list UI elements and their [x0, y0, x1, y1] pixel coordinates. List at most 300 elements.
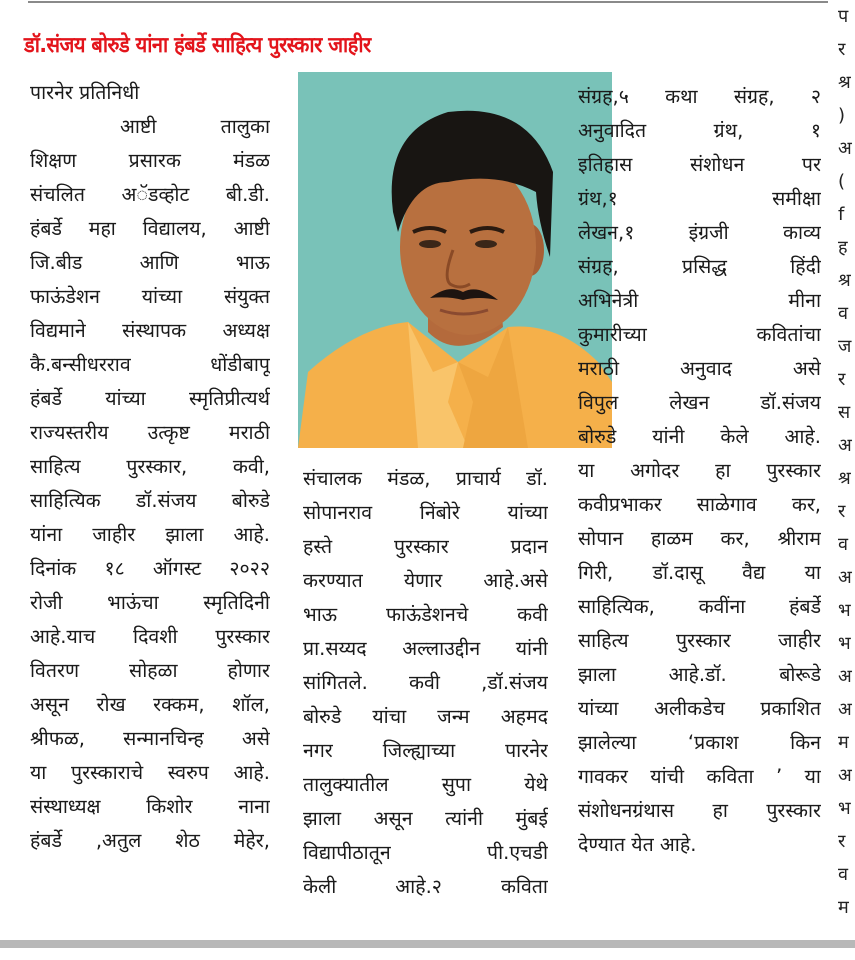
column-line [30, 552, 270, 586]
word: मराठी [578, 357, 620, 380]
word: यांच्या [141, 285, 183, 308]
word: तालुक्यातील [303, 773, 389, 796]
fragment-char: भ [838, 798, 851, 819]
word: प्राचार्य [455, 467, 501, 490]
word: पुरस्कार [766, 799, 821, 822]
fragment-char: श्र [838, 468, 851, 489]
word: झाला [303, 807, 342, 830]
word: कवी, [232, 455, 270, 478]
word: असे [792, 357, 821, 380]
word: असून [373, 807, 413, 830]
word: आहे. [233, 523, 270, 546]
justified-line [30, 688, 270, 722]
justified-line [30, 450, 270, 484]
word: भाऊंचा [107, 591, 159, 614]
column-line [578, 114, 821, 148]
column-line [578, 250, 821, 284]
justified-line [578, 726, 821, 760]
word: शेठ [175, 829, 200, 852]
justified-line [303, 768, 548, 802]
word: या [30, 761, 47, 784]
column-line [578, 624, 821, 658]
column-line [578, 420, 821, 454]
word: यांच्या [578, 697, 619, 720]
word: दिनांक [30, 557, 77, 580]
word: कविता [500, 875, 548, 898]
justified-line [30, 552, 270, 586]
justified-line [578, 148, 821, 182]
word: संस्थापक [122, 319, 187, 342]
column-line [30, 756, 270, 790]
word: प्रदान [510, 535, 548, 558]
word: येणार [403, 569, 443, 592]
justified-line [30, 212, 270, 246]
word: अनुवाद [680, 357, 732, 380]
word: वितरण [30, 659, 80, 682]
word: रक्कम, [153, 693, 205, 716]
word: आहे. [233, 761, 270, 784]
word: मराठी [228, 421, 270, 444]
justified-line [578, 692, 821, 726]
word: अॅडव्होट [121, 183, 190, 206]
justified-line [30, 178, 270, 212]
word: महा [88, 217, 116, 240]
word: बोरुडे [578, 425, 617, 448]
word: कविता [706, 765, 754, 788]
word: डॉ.संजय [135, 489, 197, 512]
justified-line [578, 794, 821, 828]
justified-line [578, 658, 821, 692]
justified-line [578, 284, 821, 318]
justified-line [30, 824, 270, 858]
column-line [578, 726, 821, 760]
word: १८ [104, 557, 125, 580]
justified-line [303, 836, 548, 870]
justified-line [578, 488, 821, 522]
word: या [804, 765, 821, 788]
word: पी.एचडी [487, 841, 548, 864]
word: संशोधनग्रंथास [578, 799, 674, 822]
word: विद्यमाने [30, 319, 86, 342]
column-line [303, 836, 548, 870]
justified-line [578, 590, 821, 624]
fragment-char: र [838, 39, 846, 60]
word: असून [30, 693, 69, 716]
justified-line [30, 144, 270, 178]
column-line [578, 692, 821, 726]
column-line [30, 348, 270, 382]
justified-line [578, 114, 821, 148]
word: फाऊंडेशनचे [385, 603, 469, 626]
justified-line [30, 382, 270, 416]
justified-line [30, 756, 270, 790]
justified-line [303, 496, 548, 530]
justified-line [303, 462, 548, 496]
article-column-3 [578, 80, 821, 862]
justified-line [303, 734, 548, 768]
justified-line [30, 246, 270, 280]
word: आहे.याच [30, 625, 96, 648]
word: आणि [139, 251, 179, 274]
justified-line [578, 318, 821, 352]
word: अहमद [500, 705, 548, 728]
column-line [30, 212, 270, 246]
fragment-char: अ [838, 435, 852, 456]
fragment-char: ज [838, 336, 852, 357]
column-line [578, 352, 821, 386]
word: यांची [650, 765, 685, 788]
column-line [303, 462, 548, 496]
word: कवी [409, 671, 440, 694]
justified-line [30, 484, 270, 518]
column-line [30, 688, 270, 722]
column-line [578, 182, 821, 216]
word: स्वरुप [167, 761, 209, 784]
word: जन्म [437, 705, 470, 728]
word: पुरस्कार, [126, 455, 188, 478]
fragment-char: श्र [838, 270, 851, 291]
fragment-char: अ [838, 765, 852, 786]
portrait-photo [298, 72, 612, 448]
word: कवींना [698, 595, 746, 618]
word: कर, [720, 527, 750, 550]
word: आहे.२ [395, 875, 442, 898]
justified-line [303, 666, 548, 700]
word: विद्यापीठातून [303, 841, 391, 864]
column-line [578, 794, 821, 828]
column-line: देण्यात येत आहे. [578, 833, 697, 856]
word: कवितांचा [756, 323, 821, 346]
word: लेखन,१ [578, 221, 635, 244]
word: अनुवादित [578, 119, 647, 142]
word: जाहीर [778, 629, 821, 652]
word: मुंबई [515, 807, 548, 830]
word: आहे.असे [483, 569, 548, 592]
justified-line [578, 454, 821, 488]
word: १ [810, 119, 821, 142]
word: करण्यात [303, 569, 363, 592]
word: दिवशी [133, 625, 178, 648]
word: नगर [303, 739, 333, 762]
fragment-char: श्र [838, 72, 851, 93]
word: आहे.डॉ. [668, 663, 727, 686]
word: हस्ते [303, 535, 333, 558]
word: २०२२ [229, 557, 270, 580]
word: शिक्षण [30, 149, 77, 172]
article-column-1 [30, 76, 270, 858]
word: वैद्य [742, 561, 766, 584]
word: जिल्ह्याच्या [382, 739, 456, 762]
word: त्यांनी [445, 807, 484, 830]
word: साहित्य [30, 455, 81, 478]
word: अध्यक्ष [222, 319, 270, 342]
column-line [578, 556, 821, 590]
bottom-divider [0, 940, 855, 948]
column-line [303, 700, 548, 734]
word: फाऊंडेशन [30, 285, 100, 308]
word: संस्थाध्यक्ष [30, 795, 101, 818]
word: संग्रह, [578, 255, 619, 278]
word: जाहीर [92, 523, 136, 546]
adjacent-article-fragment [838, 0, 855, 940]
fragment-char: र [838, 369, 846, 390]
word: कै.बन्सीधरराव [30, 353, 131, 376]
column-line [30, 416, 270, 450]
portrait-illustration [298, 72, 612, 448]
column-line [303, 734, 548, 768]
word: साळेगाव [696, 493, 757, 516]
column-line [30, 586, 270, 620]
justified-line [578, 522, 821, 556]
column-line [30, 144, 270, 178]
word: या [578, 459, 595, 482]
column-line [30, 178, 270, 212]
justified-line [30, 280, 270, 314]
word: साहित्य [578, 629, 629, 652]
word: पर [801, 153, 821, 176]
word: इंग्रजी [688, 221, 729, 244]
column-line [578, 148, 821, 182]
word: ऑगस्ट [152, 557, 202, 580]
word: ,डॉ.संजय [481, 671, 548, 694]
word: अलीकडेच [653, 697, 725, 720]
word: केली [303, 875, 337, 898]
fragment-char: ) [838, 105, 846, 126]
justified-line [30, 790, 270, 824]
word: समीक्षा [772, 187, 821, 210]
word: काव्य [782, 221, 821, 244]
word: सोपान [578, 527, 624, 550]
column-line [303, 870, 548, 904]
word: संचलित [30, 183, 85, 206]
word: संयुक्त [223, 285, 270, 308]
word: गिरी, [578, 561, 614, 584]
word: रोख [96, 693, 126, 716]
word: मंडळ [233, 149, 270, 172]
fragment-char: भ [838, 633, 851, 654]
word: प्रा.सय्यद [303, 637, 367, 660]
justified-line [303, 530, 548, 564]
column-line [30, 450, 270, 484]
fragment-char: अ [838, 138, 852, 159]
word: सुपा [441, 773, 472, 796]
justified-line [578, 760, 821, 794]
word: आष्टी [233, 217, 270, 240]
top-rule [28, 1, 828, 3]
word: श्रीफळ, [30, 727, 85, 750]
word: कुमारीच्या [578, 323, 647, 346]
justified-line [30, 314, 270, 348]
word: यांच्या [507, 501, 548, 524]
justified-line [303, 700, 548, 734]
word: ‘प्रकाश [687, 731, 739, 754]
word: तालुका [220, 115, 270, 138]
word: अभिनेत्री [578, 289, 639, 312]
column-line [303, 666, 548, 700]
justified-line [303, 598, 548, 632]
word: संग्रह,५ [578, 85, 629, 108]
word: झाला [165, 523, 204, 546]
column-line [578, 216, 821, 250]
column-line [578, 760, 821, 794]
word: रोजी [30, 591, 63, 614]
column-line [30, 280, 270, 314]
column-line [303, 530, 548, 564]
justified-line [120, 110, 270, 144]
column-line [578, 318, 821, 352]
word: इतिहास [578, 153, 633, 176]
fragment-char: प [838, 6, 849, 27]
word: किन [790, 731, 821, 754]
word: हाळम [650, 527, 693, 550]
word: डॉ.संजय [760, 391, 821, 414]
fragment-char: म [838, 732, 849, 753]
justified-line [578, 216, 821, 250]
word: स्मृतिप्रीत्यर्थ [189, 387, 270, 410]
word: मंडळ, [387, 467, 431, 490]
headline: डॉ.संजय बोरुडे यांना हंबर्डे साहित्य पुरस्कार जाहीर [24, 31, 371, 58]
word: प्रसिद्ध [682, 255, 727, 278]
word: पुरस्कार [215, 625, 270, 648]
fragment-char: व [838, 303, 849, 324]
justified-line [578, 624, 821, 658]
word: किशोर [146, 795, 193, 818]
column-line [578, 80, 821, 114]
word: असे [241, 727, 270, 750]
justified-line [30, 620, 270, 654]
word: धोंडीबापू [210, 353, 270, 376]
column-line [30, 654, 270, 688]
column-line [578, 488, 821, 522]
column-line [30, 246, 270, 280]
column-line [303, 564, 548, 598]
justified-line [303, 802, 548, 836]
word: सोहळा [129, 659, 178, 682]
word: राज्यस्तरीय [30, 421, 109, 444]
word: झाला [578, 663, 617, 686]
word: सन्मानचिन्ह [123, 727, 204, 750]
justified-line [578, 250, 821, 284]
fragment-char: f [838, 204, 845, 225]
column-line [578, 658, 821, 692]
word: प्रकाशित [760, 697, 821, 720]
fragment-char: र [838, 831, 846, 852]
column-line [303, 598, 548, 632]
word: पुरस्कार [766, 459, 821, 482]
word: आहे. [784, 425, 821, 448]
word: शॉल, [232, 693, 270, 716]
column-line [30, 790, 270, 824]
fragment-char: व [838, 534, 849, 555]
word: २ [810, 85, 821, 108]
word: डॉ.दासू [652, 561, 703, 584]
column-line [30, 620, 270, 654]
word: बोरुडे [231, 489, 270, 512]
word: कथा [665, 85, 698, 108]
word: साहित्यिक [30, 489, 101, 512]
word: यांना [30, 523, 63, 546]
fragment-char: भ [838, 600, 851, 621]
column-line [303, 768, 548, 802]
word: होणार [227, 659, 270, 682]
word: अल्लाउद्दीन [402, 637, 481, 660]
word: यांनी [515, 637, 548, 660]
fragment-char: म [838, 897, 849, 918]
word: श्रीराम [777, 527, 821, 550]
column-line [578, 522, 821, 556]
dateline: पारनेर प्रतिनिधी [30, 81, 140, 104]
fragment-char: स [838, 402, 851, 423]
column-line [303, 632, 548, 666]
word: या [804, 561, 821, 584]
word: सांगितले. [303, 671, 368, 694]
justified-line [30, 348, 270, 382]
word: संचालक [303, 467, 362, 490]
word: हंबर्डे [30, 387, 62, 410]
justified-line [578, 80, 821, 114]
word: येथे [524, 773, 548, 796]
column-line [578, 590, 821, 624]
word: विपुल [578, 391, 619, 414]
word: हंबर्डे [789, 595, 821, 618]
word: बोरुडे [303, 705, 342, 728]
justified-line [303, 632, 548, 666]
fragment-char: अ [838, 567, 852, 588]
word: पारनेर [505, 739, 548, 762]
word: केले [720, 425, 749, 448]
word: नाना [238, 795, 270, 818]
justified-line [578, 352, 821, 386]
word: गावकर [578, 765, 628, 788]
column-line [303, 802, 548, 836]
word: हा [715, 459, 731, 482]
justified-line [30, 654, 270, 688]
word: हिंदी [790, 255, 821, 278]
word: लेखन [669, 391, 710, 414]
word: डॉ. [526, 467, 548, 490]
fragment-char: ( [838, 171, 846, 192]
word: पुरस्कार [676, 629, 731, 652]
word: ,अतुल [95, 829, 142, 852]
justified-line [578, 556, 821, 590]
word: पुरस्कार [394, 535, 449, 558]
word: कर, [791, 493, 821, 516]
column-line [30, 484, 270, 518]
word: ग्रंथ, [713, 119, 744, 142]
column-line [578, 284, 821, 318]
justified-line [30, 722, 270, 756]
fragment-char: र [838, 501, 846, 522]
word: बोरूडे [779, 663, 821, 686]
justified-line [578, 182, 821, 216]
word: भाऊ [303, 603, 338, 626]
justified-line [578, 420, 821, 454]
word: हंबर्डे [30, 217, 62, 240]
column-line [303, 496, 548, 530]
word: हा [712, 799, 728, 822]
word: साहित्यिक, [578, 595, 655, 618]
word: बी.डी. [225, 183, 270, 206]
word: हंबर्डे [30, 829, 62, 852]
word: स्मृतिदिनी [203, 591, 270, 614]
article-column-2 [303, 462, 548, 904]
word: संशोधन [689, 153, 745, 176]
fragment-char: अ [838, 699, 852, 720]
word: निंबोरे [419, 501, 460, 524]
column-line [578, 386, 821, 420]
column-line [578, 454, 821, 488]
word: संग्रह, [733, 85, 775, 108]
